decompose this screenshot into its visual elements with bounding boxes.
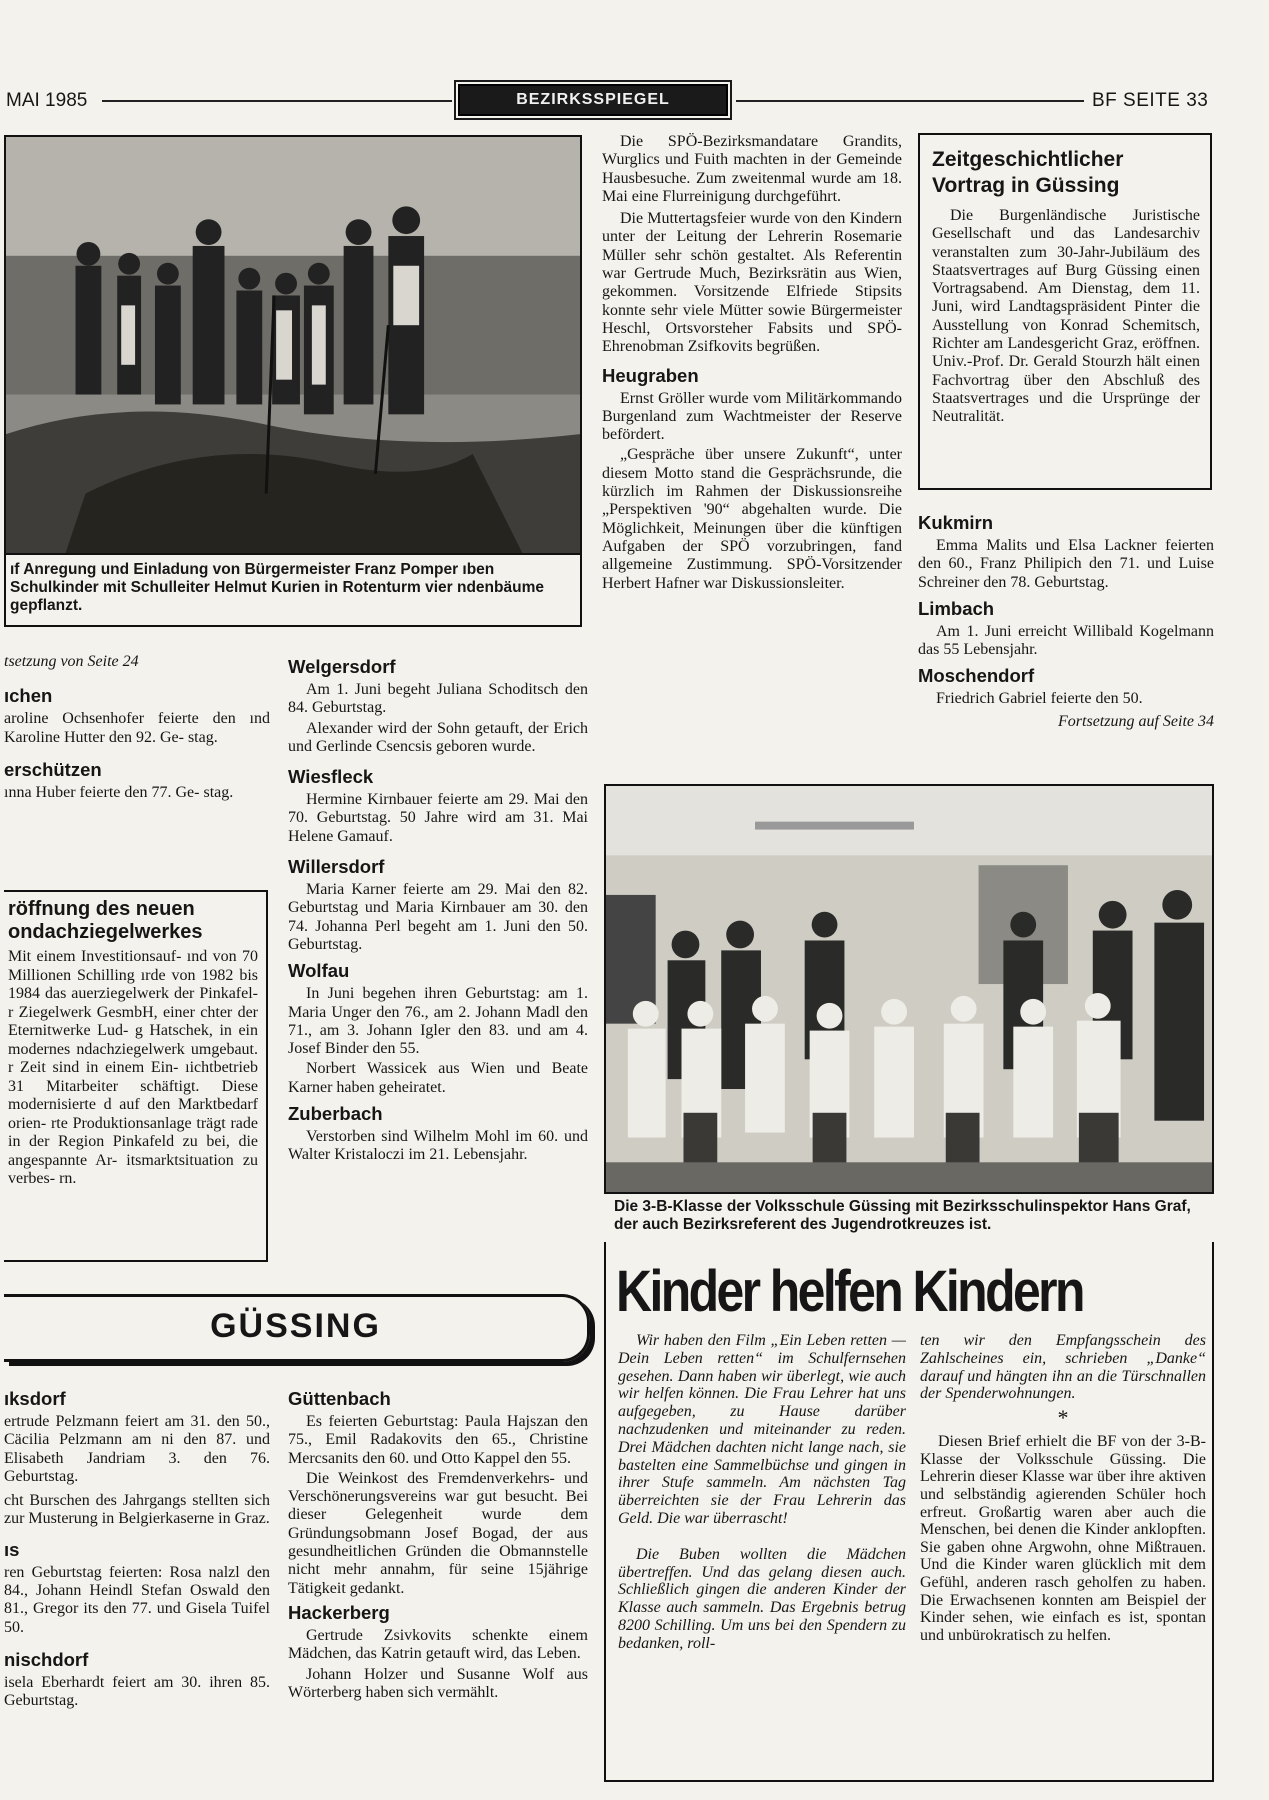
- gussing-section-1-heading: ıksdorf: [4, 1388, 66, 1409]
- heugraben-text-2: „Gespräche über unsere Zukunft“, unter diesem Motto stand die Gesprächsrunde, die kürzlich im Rahmen der Diskussionsreihe „Perspektiven '90“ abgehalten wurde. Die Möglichkeit, Meinungen über die künftigen Aufgaben der SPÖ vorzubringen, fand allgemeine Zustimmung. SPÖ-Vorsitzender Herbert Hafner war Diskussionsleiter.: [602, 446, 902, 592]
- guttenbach-text-2: Die Weinkost des Fremdenverkehrs- und Verschönerungsvereins war gut besucht. Bei dieser Gelegenheit wurde dem Gründungsobmann Josef Bogad, der aus gesundheitlichen Gründen die Obmannstelle nicht mehr annahm, für seine 15jährige Tätigkeit gedankt.: [288, 1469, 588, 1597]
- welgersdorf-text-1: Am 1. Juni begeht Juliana Schoditsch den 84. Geburtstag.: [288, 681, 588, 717]
- class-3b-image: [606, 786, 1212, 1192]
- limbach-heading: Limbach: [918, 597, 995, 619]
- middle-column: [288, 652, 588, 1167]
- left-section-1-text: aroline Ochsenhofer feierte den ınd Karoline Hutter den 92. Ge- stag.: [4, 710, 270, 746]
- left-section-2-text: ınna Huber feierte den 77. Ge- stag.: [4, 783, 234, 801]
- ziegelwerk-title: röffnung des neuen ondachziegelwerkes: [8, 898, 203, 943]
- heugraben-text-1: Ernst Gröller wurde vom Militärkommando Burgenland zum Wachtmeister der Reserve befördert.: [602, 389, 902, 444]
- gussing-banner-title: GÜSSING: [210, 1307, 381, 1345]
- kinder-headline: Kinder helfen Kindern: [616, 1259, 1083, 1324]
- hackerberg-text-2: Johann Holzer und Susanne Wolf aus Wörterberg haben sich vermählt.: [288, 1665, 588, 1701]
- gussing-middle-column: [288, 1384, 588, 1704]
- heugraben-heading: Heugraben: [602, 364, 699, 386]
- kinder-letter-text-3: ten wir den Empfangsschein des Zahlscheines ein, schrieben „Danke“ darauf und hängten ihn an die Türschnallen der Spenderwohnungen.: [920, 1332, 1206, 1403]
- kukmirn-heading: Kukmirn: [918, 512, 994, 533]
- left-section-1-heading: ıchen: [4, 685, 53, 707]
- kinder-star-separator: *: [1057, 1405, 1069, 1431]
- zuberbach-heading: Zuberbach: [288, 1103, 383, 1125]
- header-rule-right: [736, 100, 1084, 102]
- kinder-letter-column: [618, 1332, 906, 1655]
- vortrag-box: [918, 133, 1212, 490]
- welgersdorf-heading: Welgersdorf: [288, 656, 396, 677]
- moschendorf-text: Friedrich Gabriel feierte den 50.: [936, 690, 1143, 708]
- header-rule-left: [102, 100, 452, 102]
- kinder-report-column: [920, 1332, 1206, 1646]
- photo-tree-planting-caption-box: [4, 555, 582, 627]
- ziegelwerk-box: [4, 890, 268, 1262]
- kinder-box: [604, 1242, 1214, 1782]
- limbach-text: Am 1. Juni erreicht Willibald Kogelmann das 55 Lebensjahr.: [918, 622, 1214, 659]
- continuation-note: tsetzung von Seite 24: [4, 653, 139, 670]
- page-number: BF SEITE 33: [1092, 90, 1209, 111]
- photo-class-3b-caption-box: [604, 1194, 1214, 1242]
- wolfau-text-2: Norbert Wassicek aus Wien und Beate Karner haben geheiratet.: [288, 1060, 588, 1096]
- wolfau-heading: Wolfau: [288, 960, 350, 982]
- gussing-section-2-text: ren Geburtstag feierten: Rosa nalzl den 84., Johann Heindl Stefan Oswald den 81., Gregor its den 77. und Gisela Tuifel 50.: [4, 1563, 270, 1636]
- spo-text-2: Die Muttertagsfeier wurde von den Kindern unter der Leitung der Lehrerin Rosemarie Müller sehr schön gestaltet. Als Referentin war Gertrude Much, Bezirksrätin aus Wien, gekommen. Vorsitzende Elfriede Stipsits konnte sehr viele Mütter sowie Bürgermeister Heschl, Ortsvorsteher Fabsits und SPÖ-Ehrenobman Zsifkovits begrüßen.: [602, 210, 902, 356]
- tree-planting-image: [6, 137, 580, 553]
- kinder-report-text: Diesen Brief erhielt die BF von der 3-B-Klasse der Volksschule Güssing. Die Lehrerin dieser Klasse war über ihre aktiven und selbständig agierenden Schüler hoch erfreut. Großartig waren aber auch die Menschen, bei denen die Kinder anklopften. Sie gaben ohne Argwohn, ohne Mißtrauen. Und die Kinder waren glücklich mit dem Gefühl, anderen rasch geholfen zu haben. Die Erwachsenen konnten am Beispiel der Kinder sehen, wie einfach es ist, spontan und unbürokratisch zu helfen.: [920, 1433, 1206, 1644]
- gussing-section-2-heading: ıs: [4, 1538, 20, 1560]
- guttenbach-heading: Güttenbach: [288, 1388, 391, 1409]
- welgersdorf-text-2: Alexander wird der Sohn getauft, der Erich und Gerlinde Csencsis geboren wurde.: [288, 719, 588, 755]
- moschendorf-heading: Moschendorf: [918, 665, 1035, 687]
- zuberbach-text: Verstorben sind Wilhelm Mohl im 60. und Walter Kristaloczi im 21. Lebensjahr.: [288, 1128, 588, 1164]
- hackerberg-text-1: Gertrude Zsivkovits schenkte einem Mädchen, das Katrin getauft wird, das Leben.: [288, 1626, 588, 1663]
- gussing-banner: [4, 1294, 590, 1362]
- issue-date: MAI 1985: [6, 90, 88, 111]
- wiesfleck-text: Hermine Kirnbauer feierte am 29. Mai den 70. Geburtstag. 50 Jahre wird am 31. Mai Helene Gamauf.: [288, 791, 588, 845]
- guttenbach-text-1: Es feierten Geburtstag: Paula Hajszan den 75., Emil Radakovits den 65., Christine Mercsanits den 60. und Otto Kappel den 55.: [288, 1413, 588, 1467]
- left-column: [4, 653, 270, 804]
- gussing-section-1-text-1: ertrude Pelzmann feiert am 31. den 50., Cäcilia Pelzmann am ni den 87. und Elisabeth Jandriam 3. den 76. Geburtstag.: [4, 1413, 270, 1485]
- vortrag-title: Zeitgeschichtlicher Vortrag in Güssing: [932, 148, 1124, 197]
- hackerberg-heading: Hackerberg: [288, 1601, 390, 1623]
- ziegelwerk-text: Mit einem Investitionsauf- ınd von 70 Millionen Schilling ırde von 1982 bis 1984 das auerziegelwerk der Pinkafel- r Ziegelwerk GesmbH, einer chter der Eternitwerke Lud- g Hatschek, in ein modernes ndachziegelwerk umgebaut. r Zeit sind in einem Ein- ıichtbetrieb 31 Mitarbeiter schäftigt. Diese modernisierte d auf den Marktbedarf orien- rte Produktionsanlage trägt rade in der Region Pinkafeld zu bei, die angespannte Ar- itsmarktsituation zu verbes- rn.: [8, 948, 258, 1187]
- wolfau-text-1: In Juni begehen ihren Geburtstag: am 1. Maria Unger den 76., am 2. Johann Madl den 71., am 3. Johann Igler den 83. und am 4. Josef Binder den 55.: [288, 985, 588, 1058]
- photo-class-3b-caption: Die 3-B-Klasse der Volksschule Güssing mit Bezirksschulinspektor Hans Graf, der auch Bezirksreferent des Jugendrotkreuzes ist.: [614, 1198, 1191, 1233]
- willersdorf-heading: Willersdorf: [288, 856, 385, 878]
- kukmirn-text: Emma Malits und Elsa Lackner feierten den 60., Franz Philipich den 71. und Luise Schreiner den 78. Geburtstag.: [918, 537, 1214, 591]
- willersdorf-text: Maria Karner feierte am 29. Mai den 82. Geburtstag und Maria Kirnbauer am 30. den 74. Johanna Perl begeht am 1. Juni den 50. Geburtstag.: [288, 881, 588, 953]
- left-section-2-heading: erschützen: [4, 758, 102, 780]
- photo-tree-planting: [4, 135, 582, 555]
- gussing-section-1-text-2: cht Burschen des Jahrgangs stellten sich zur Musterung in Belgierkaserne in Graz.: [4, 1492, 270, 1528]
- gussing-section-3-heading: nischdorf: [4, 1648, 89, 1670]
- far-right-column: [918, 508, 1214, 733]
- kinder-letter-text-2: Die Buben wollten die Mädchen übertreffen. Und das gelang diesen auch. Schließlich gingen die anderen Kinder der Klasse auch sammeln. Das Ergebnis betrug 8200 Schilling. Um uns bei den Spendern zu bedanken, roll-: [618, 1545, 906, 1652]
- vortrag-text: Die Burgenländische Juristische Gesellschaft und das Landesarchiv veranstalten zum 30-Jahr-Jubiläum des Staatsvertrages auf Burg Güssing einen Vortragsabend. Am Dienstag, dem 11. Juni, wird Landtagspräsident Pinter die Ausstellung von Konrad Schemitsch, Richter am Landesgericht Graz, eröffnen. Univ.-Prof. Dr. Gerald Stourzh hält einen Fachvortrag über den Abschluß des Staatsvertrages und die Ursprünge der Neutralität.: [932, 207, 1200, 426]
- gussing-left-column: [4, 1384, 270, 1713]
- right-top-column: [602, 133, 902, 595]
- photo-tree-planting-caption: ıf Anregung und Einladung von Bürgermeister Franz Pomper ıben Schulkinder mit Schulleiter Helmut Kurien in Rotenturm vier ndenbäume gepflanzt.: [10, 561, 544, 614]
- photo-class-3b: [604, 784, 1214, 1194]
- section-badge: BEZIRKSSPIEGEL: [458, 84, 728, 116]
- kinder-letter-text-1: Wir haben den Film „Ein Leben retten — Dein Leben retten“ im Schulfernsehen gesehen. Dann haben wir überlegt, wie auch wir helfen können. Die Frau Lehrer hat uns aufgegeben, zu Hause darüber nachzudenken und miteinander zu reden. Drei Mädchen dachten nicht lange nach, sie bastelten eine Sammelbüchse und gingen in ihrer Stufe sammeln. Am nächsten Tag überreichten sie der Frau Lehrerin das Geld. Die war überrascht!: [618, 1332, 906, 1527]
- gussing-section-3-text: isela Eberhardt feiert am 30. ihren 85. Geburtstag.: [4, 1673, 270, 1710]
- continued-note: Fortsetzung auf Seite 34: [1058, 712, 1214, 730]
- wiesfleck-heading: Wiesfleck: [288, 766, 374, 788]
- spo-text-1: Die SPÖ-Bezirksmandatare Grandits, Wurglics und Fuith machten in der Gemeinde Hausbesuche. Zum zweitenmal wurde am 18. Mai eine Flurreinigung durchgeführt.: [602, 133, 902, 205]
